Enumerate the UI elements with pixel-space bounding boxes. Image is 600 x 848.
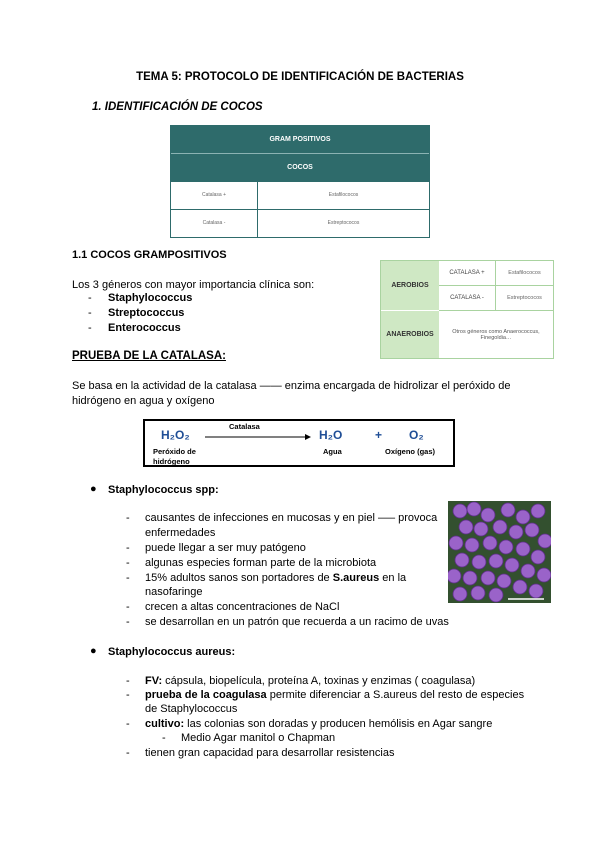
list-item: - algunas especies forman parte de la microbiota bbox=[126, 557, 377, 569]
catalasa-text: Se basa en la actividad de la catalasa —— enzima encargada de hidrolizar el peróxido de bbox=[72, 380, 511, 392]
catalase-reaction-formula bbox=[143, 419, 455, 467]
h2o2-formula: H₂O₂ bbox=[161, 428, 190, 442]
aerobios-table bbox=[380, 260, 554, 359]
section-heading-grampositivos: 1.1 COCOS GRAMPOSITIVOS bbox=[72, 249, 227, 261]
aerobios-label: AEROBIOS bbox=[381, 261, 439, 311]
section-heading-cocos: 1. IDENTIFICACIÓN DE COCOS bbox=[92, 101, 263, 113]
genus-streptococcus: Streptococcus bbox=[108, 307, 185, 319]
table-cell: Estreptococos bbox=[507, 295, 542, 301]
catalasa-heading: PRUEBA DE LA CATALASA: bbox=[72, 350, 226, 362]
gram-header: GRAM POSITIVOS bbox=[171, 126, 429, 154]
list-item-continued: enfermedades bbox=[145, 527, 216, 539]
list-item: - se desarrollan en un patrón que recuerda a un racimo de uvas bbox=[126, 616, 449, 628]
list-item: - crecen a altas concentraciones de NaCl bbox=[126, 601, 340, 613]
table-cell: CATALASA - bbox=[439, 286, 496, 310]
enzyme-label: Catalasa bbox=[229, 422, 260, 431]
list-item: - tienen gran capacidad para desarrollar resistencias bbox=[126, 747, 395, 759]
peroxide-label: hidrógeno bbox=[153, 457, 190, 466]
peroxide-label: Peróxido de bbox=[153, 447, 196, 456]
reaction-arrow-icon bbox=[205, 433, 311, 441]
list-item-continued: nasofaringe bbox=[145, 586, 203, 598]
o2-formula: O₂ bbox=[409, 428, 424, 442]
list-item: - causantes de infecciones en mucosas y en piel —– provoca bbox=[126, 512, 438, 524]
intro-text: Los 3 géneros con mayor importancia clínica son: bbox=[72, 279, 315, 291]
table-row bbox=[439, 286, 553, 311]
page-title: TEMA 5: PROTOCOLO DE IDENTIFICACIÓN DE BACTERIAS bbox=[136, 71, 464, 83]
genus-list-item: - bbox=[88, 307, 92, 319]
staph-spp-heading: Staphylococcus spp: bbox=[108, 484, 219, 496]
gram-positive-table bbox=[170, 125, 430, 238]
table-cell: Estafilococos bbox=[508, 270, 541, 276]
table-cell: Estreptococos bbox=[327, 220, 360, 226]
genus-list-item: - bbox=[88, 292, 92, 304]
list-item: - 15% adultos sanos son portadores de S.aureus en la bbox=[126, 572, 407, 584]
cocos-header: COCOS bbox=[171, 154, 429, 181]
table-cell: Catalasa - bbox=[171, 210, 258, 237]
bullet-icon: ● bbox=[90, 645, 97, 657]
table-cell: Otros géneros como Anaerococcus, Finegoldia… bbox=[452, 328, 540, 341]
water-label: Agua bbox=[323, 447, 342, 456]
genus-staphylococcus: Staphylococcus bbox=[108, 292, 193, 304]
staphylococcus-micrograph bbox=[448, 501, 551, 603]
list-item-continued: de Staphylococcus bbox=[145, 703, 238, 715]
plus-sign: + bbox=[375, 428, 383, 442]
list-item: - puede llegar a ser muy patógeno bbox=[126, 542, 306, 554]
table-row bbox=[171, 181, 429, 209]
genus-enterococcus: Enterococcus bbox=[108, 322, 181, 334]
table-row bbox=[171, 209, 429, 237]
list-item: - cultivo: las colonias son doradas y producen hemólisis en Agar sangre bbox=[126, 718, 493, 730]
list-item: - prueba de la coagulasa permite diferenciar a S.aureus del resto de especies bbox=[126, 689, 525, 701]
cocci-cluster-image bbox=[448, 501, 551, 603]
list-item: - FV: cápsula, biopelícula, proteína A, toxinas y enzimas ( coagulasa) bbox=[126, 675, 476, 687]
catalasa-text: hidrógeno en agua y oxígeno bbox=[72, 395, 215, 407]
table-cell: CATALASA + bbox=[439, 261, 496, 285]
sub-list-item: - Medio Agar manitol o Chapman bbox=[162, 732, 336, 744]
table-cell: Estafilococos bbox=[328, 192, 359, 198]
genus-list-item: - bbox=[88, 322, 92, 334]
staph-aureus-heading: Staphylococcus aureus: bbox=[108, 646, 236, 658]
h2o-formula: H₂O bbox=[319, 428, 343, 442]
bullet-icon: ● bbox=[90, 483, 97, 495]
table-row bbox=[439, 261, 553, 286]
oxygen-label: Oxígeno (gas) bbox=[385, 447, 436, 456]
anaerobios-label: ANAEROBIOS bbox=[386, 331, 434, 338]
table-cell: Catalasa + bbox=[171, 182, 258, 209]
